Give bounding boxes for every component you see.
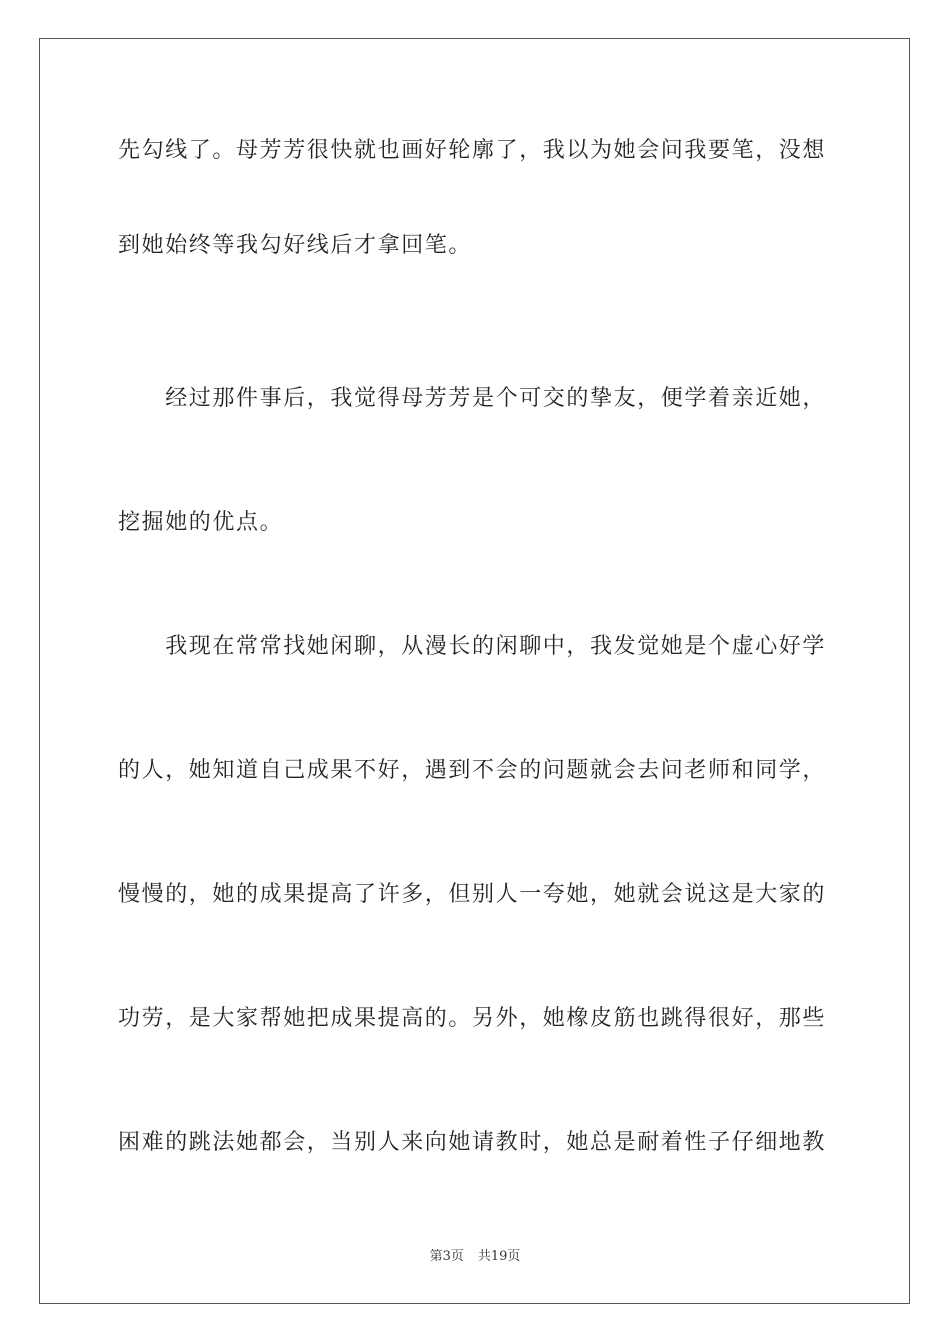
- page-total: 共19页: [477, 1249, 521, 1264]
- text-line: 经过那件事后，我觉得母芳芳是个可交的挚友，便学着亲近她，: [118, 386, 827, 411]
- text-line: 功劳，是大家帮她把成果提高的。另外，她橡皮筋也跳得很好，那些: [118, 1006, 827, 1031]
- text-line: 先勾线了。母芳芳很快就也画好轮廓了，我以为她会问我要笔，没想: [118, 138, 827, 163]
- page-number: 第3页: [429, 1249, 464, 1264]
- text-line: 的人，她知道自己成果不好，遇到不会的问题就会去问老师和同学，: [118, 758, 827, 783]
- text-line: 到她始终等我勾好线后才拿回笔。: [118, 233, 473, 258]
- text-line: 慢慢的，她的成果提高了许多，但别人一夸她，她就会说这是大家的: [118, 882, 827, 907]
- text-line: 困难的跳法她都会，当别人来向她请教时，她总是耐着性子仔细地教: [118, 1130, 827, 1155]
- page-border: [39, 38, 910, 1304]
- text-line: 我现在常常找她闲聊，从漫长的闲聊中，我发觉她是个虚心好学: [118, 634, 827, 659]
- page-footer: [0, 1248, 950, 1266]
- text-line: 挖掘她的优点。: [118, 510, 284, 535]
